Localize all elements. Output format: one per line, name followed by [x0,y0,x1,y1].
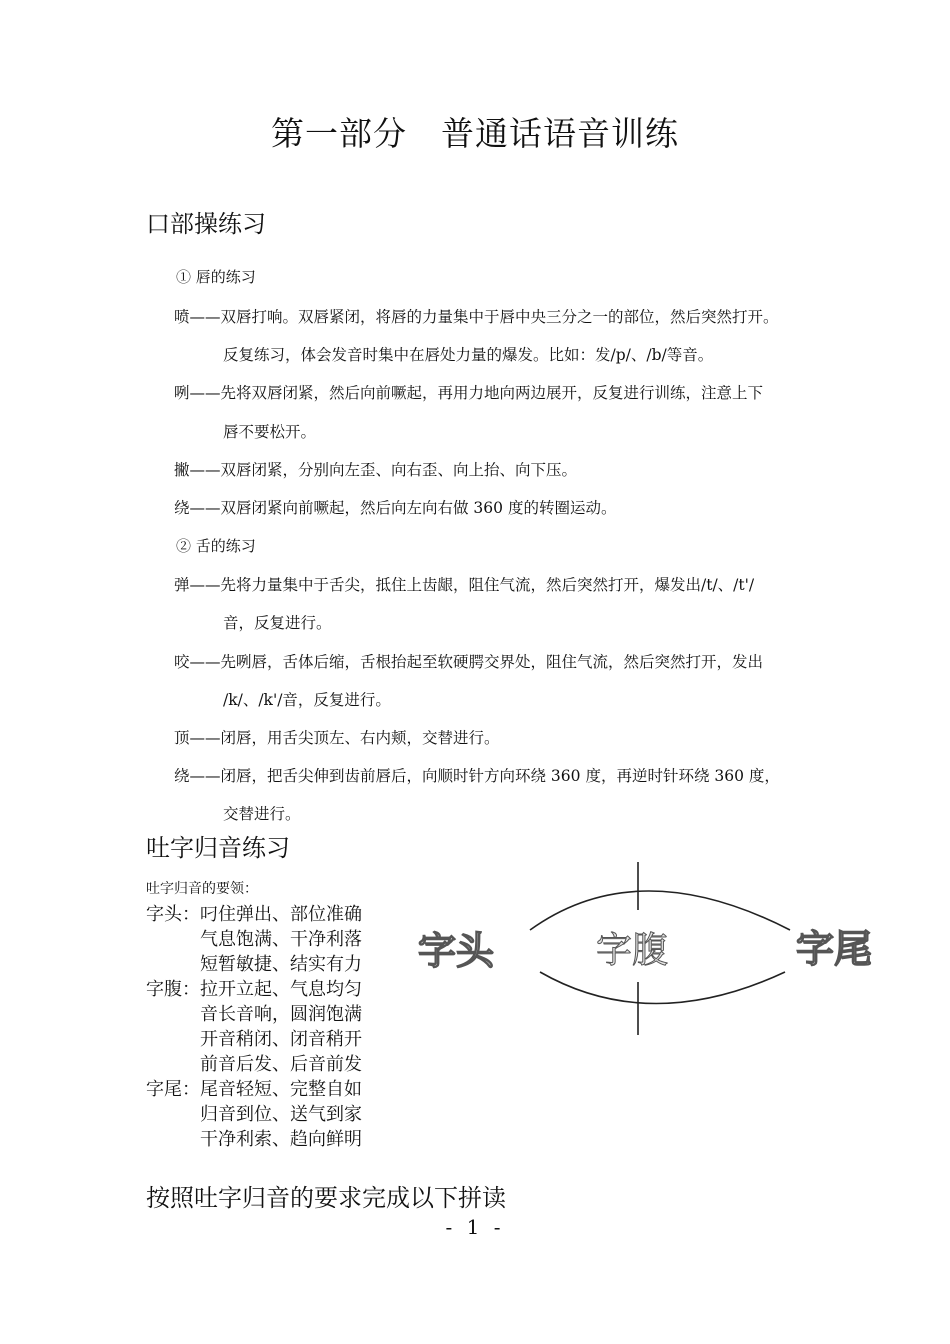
subheading-tongue: ② 舌的练习 [176,537,256,555]
subheading-lip: ① 唇的练习 [176,268,256,286]
requirement-line-5: 音长音响，圆润饱满 [146,1004,362,1025]
requirement-line-8: 字尾：尾音轻短、完整自如 [146,1079,362,1100]
section-heading-articulation: 吐字归音练习 [146,834,290,862]
requirement-line-7: 前音后发、后音前发 [146,1054,362,1075]
tongue-line-6: 绕——闭唇，把舌尖伸到齿前唇后，向顺时针方向环绕 360 度，再逆时针环绕 360 度， [174,767,780,785]
tongue-line-4: /k/、/k'/音，反复进行。 [223,691,391,709]
requirement-line-1: 字头：叼住弹出、部位准确 [146,904,362,925]
lip-line-6: 绕——双唇闭紧向前噘起，然后向左向右做 360 度的转圈运动。 [174,499,617,517]
label-tail: 字尾 [796,927,873,971]
articulation-intro: 吐字归音的要领： [146,881,258,897]
final-instruction: 按照吐字归音的要求完成以下拼读 [146,1184,506,1212]
section-heading-mouth-exercise: 口部操练习 [146,210,266,238]
tongue-line-2: 音，反复进行。 [223,614,332,632]
tongue-line-5: 顶——闭唇，用舌尖顶左、右内颊，交替进行。 [174,729,500,747]
lip-line-4: 唇不要松开。 [223,423,317,441]
label-belly: 字腹 [596,930,669,971]
requirement-line-10: 干净利索、趋向鲜明 [146,1129,362,1150]
lip-line-1: 喷——双唇打响。双唇紧闭，将唇的力量集中于唇中央三分之一的部位，然后突然打开。 [174,308,779,326]
articulation-diagram [400,860,900,1040]
tongue-line-3: 咬——先咧唇，舌体后缩，舌根抬起至软硬腭交界处，阻住气流，然后突然打开，发出 [174,653,764,671]
requirement-line-3: 短暂敏捷、结实有力 [146,954,362,975]
lip-line-5: 撇——双唇闭紧，分别向左歪、向右歪、向上抬、向下压。 [174,461,578,479]
requirement-line-6: 开音稍闭、闭音稍开 [146,1029,362,1050]
lip-line-3: 咧——先将双唇闭紧，然后向前噘起，再用力地向两边展开，反复进行训练，注意上下 [174,384,764,402]
tongue-line-1: 弹——先将力量集中于舌尖，抵住上齿龈，阻住气流，然后突然打开，爆发出/t/、/t'/ [174,576,755,594]
page-title: 第一部分 普通话语音训练 [271,114,679,153]
requirement-line-9: 归音到位、送气到家 [146,1104,362,1125]
page-number: - 1 - [445,1215,505,1239]
upper-arc [530,891,790,930]
tongue-line-7: 交替进行。 [223,805,301,823]
requirement-line-4: 字腹：拉开立起、气息均匀 [146,979,362,1000]
requirement-line-2: 气息饱满、干净利落 [146,929,362,950]
lower-arc [540,972,785,1004]
lip-line-2: 反复练习，体会发音时集中在唇处力量的爆发。比如：发/p/、/b/等音。 [223,346,714,364]
label-head: 字头 [418,929,495,973]
